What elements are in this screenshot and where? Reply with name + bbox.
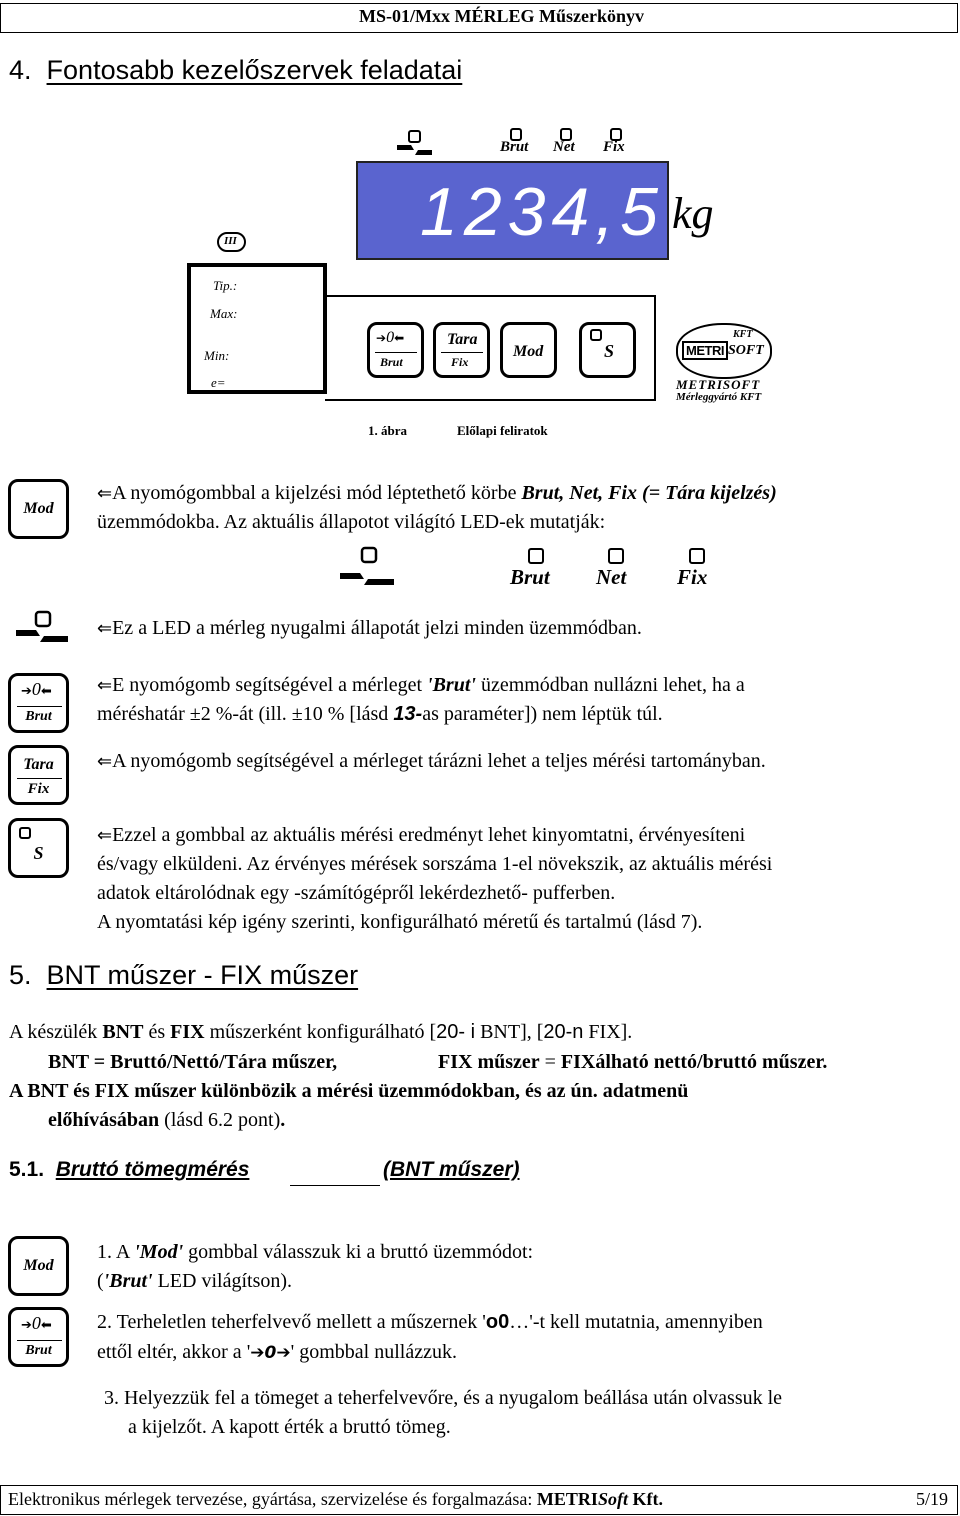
panel-zero-label: 0 <box>386 329 395 346</box>
plate-max: Max: <box>210 306 238 321</box>
desc-led-fix-icon <box>689 548 705 564</box>
logo-name: METRISOFT <box>676 377 761 392</box>
panel-led-label-brut: Brut <box>500 139 529 155</box>
fix-key-label: Fix <box>27 781 50 797</box>
s-desc-line3: adatok eltárolódnak egy -számítógépről lekérdezhető- pufferben. <box>97 882 616 904</box>
desc-led-net-icon <box>608 548 624 564</box>
panel-mod-label: Mod <box>513 343 544 360</box>
section-title: Fontosabb kezelőszervek feladatai <box>46 55 463 85</box>
mod-desc-line1: ⇐A nyomógombbal a kijelzési mód léptethető körbe Brut, Net, Fix (= Tára kijelzés) <box>97 482 777 504</box>
panel-brut-label: Brut <box>380 355 403 369</box>
s-key-icon <box>8 818 69 878</box>
mod-key-label: Mod <box>23 500 54 517</box>
key-divider <box>17 1340 62 1341</box>
zero-key-label: 0 <box>31 679 41 699</box>
s-desc-line1: ⇐Ezzel a gombbal az aktuális mérési eredményt lehet kinyomtatni, érvényesíteni <box>97 824 746 846</box>
section-51-heading: 5.1. Bruttó tömegmérés <box>9 1158 250 1181</box>
zero-key-icon-2: ➔0⬅ Brut <box>8 1307 69 1367</box>
display-unit: kg <box>672 189 714 238</box>
s-desc-line4: A nyomtatási kép igény szerinti, konfigurálható méretű és tartalmú (lásd 7). <box>97 911 703 933</box>
desc-led-brut-icon <box>528 548 544 564</box>
step3-line1: 3. Helyezzük fel a tömeget a teherfelvevőre, és a nyugalom beállása után olvassuk le <box>104 1387 783 1409</box>
header-title: MS-01/Mxx MÉRLEG Műszerkönyv <box>359 6 644 26</box>
desc-stable-icon <box>336 545 396 590</box>
panel-led-label-net: Net <box>553 139 575 155</box>
footer-text: Elektronikus mérlegek tervezése, gyártása, szervizelése és forgalmazása: METRISoft Kft. <box>8 1489 663 1509</box>
tara-key-icon <box>8 745 69 805</box>
s-desc-line2: és/vagy elküldeni. Az érvényes mérések sorszáma 1-el növekszik, az aktuális mérési <box>97 853 773 875</box>
panel-s-button[interactable] <box>579 322 636 378</box>
key-divider <box>17 706 62 707</box>
figure-caption-number: 1. ábra <box>368 423 407 438</box>
s-key-label: S <box>33 843 44 863</box>
logo-sub: Mérleggyártó KFT <box>676 391 762 403</box>
panel-s-label: S <box>604 341 615 361</box>
brut-key-label: Brut <box>25 1343 52 1358</box>
class-mark: III <box>224 235 237 247</box>
metrisoft-logo <box>676 323 772 379</box>
desc-led-label-fix: Fix <box>677 565 708 589</box>
panel-mod-button[interactable] <box>500 322 557 378</box>
section-number: 4. <box>9 55 32 85</box>
data-plate <box>189 265 325 392</box>
panel-tara-button[interactable] <box>433 322 490 378</box>
step1-line1: 1. A 'Mod' gombbal válasszuk ki a bruttó üzemmódot: <box>97 1241 534 1263</box>
tara-desc: ⇐A nyomógomb segítségével a mérleget tárázni lehet a teljes mérési tartományban. <box>97 750 766 772</box>
heading-underline-gap <box>290 1185 380 1186</box>
step1-line2: ('Brut' LED világítson). <box>97 1270 293 1292</box>
desc-led-label-net: Net <box>596 565 627 589</box>
panel-zero-button[interactable]: ➔0⬅ Brut <box>367 322 424 378</box>
logo-soft-text: SOFT <box>728 343 764 358</box>
section-5-para2b: FIX műszer = FIXálható nettó/bruttó műszer. <box>438 1051 828 1073</box>
plate-e: e= <box>211 375 226 390</box>
tara-key-label: Tara <box>23 756 54 773</box>
logo-metri-text: METRI <box>682 341 728 360</box>
key-divider <box>17 778 62 779</box>
section-5-para3: A BNT és FIX műszer különbözik a mérési üzemmódokban, és az ún. adatmenü <box>9 1080 689 1102</box>
step2-line2: ettől eltér, akkor a '➔0➔' gombbal nullázzuk. <box>97 1341 457 1363</box>
section-5-para4: előhívásában (lásd 6.2 pont). <box>48 1109 286 1131</box>
brut-key-label: Brut <box>25 709 52 724</box>
stable-desc: ⇐Ez a LED a mérleg nyugalmi állapotát jelzi minden üzemmódban. <box>97 617 642 639</box>
zero-desc-line1: ⇐E nyomógomb segítségével a mérleget 'Brut' üzemmódban nullázni lehet, ha a <box>97 674 745 696</box>
step3-line2: a kijelzőt. A kapott érték a bruttó tömeg. <box>128 1416 451 1438</box>
stable-led-icon <box>12 610 72 655</box>
key-divider <box>375 352 417 353</box>
logo-kft-text: KFT <box>733 329 753 340</box>
plate-min: Min: <box>204 348 230 363</box>
mod-desc-line2: üzemmódokba. Az aktuális állapotot világító LED-ek mutatják: <box>97 511 606 533</box>
led-icon <box>19 827 31 839</box>
panel-tara-label: Tara <box>447 331 478 348</box>
section-5-para1: A készülék BNT és FIX műszerként konfigurálható [20- i BNT], [20-n FIX]. <box>9 1021 633 1043</box>
mod-key-icon <box>8 479 69 539</box>
figure-caption-text: Előlapi feliratok <box>457 423 548 438</box>
step2-line1: 2. Terheletlen teherfelvevő mellett a műszernek 'o0…'-t kell mutatnia, amennyiben <box>97 1311 763 1333</box>
zero-key-icon: ➔0⬅ Brut <box>8 673 69 733</box>
section-51-subtitle: (BNT műszer) <box>383 1158 520 1181</box>
panel-led-label-fix: Fix <box>603 139 625 155</box>
key-divider <box>441 352 483 353</box>
led-icon <box>590 329 602 341</box>
mod-key-label: Mod <box>23 1257 54 1274</box>
mod-key-icon-2 <box>8 1236 69 1296</box>
display-reading: 1234,5 <box>420 174 664 250</box>
page-number: 5/19 <box>915 1489 948 1509</box>
zero-key-label: 0 <box>31 1313 41 1333</box>
zero-desc-line2: méréshatár ±2 %-át (ill. ±10 % [lásd 13-as paraméter]) nem léptük túl. <box>97 703 663 725</box>
plate-type: Tip.: <box>213 278 238 293</box>
panel-fix-label: Fix <box>451 355 469 369</box>
desc-led-label-brut: Brut <box>510 565 550 589</box>
section-5-para2a: BNT = Bruttó/Nettó/Tára műszer, <box>48 1051 338 1073</box>
section-5-heading: 5. BNT műszer - FIX műszer <box>9 960 359 990</box>
stable-indicator-icon <box>397 131 432 155</box>
